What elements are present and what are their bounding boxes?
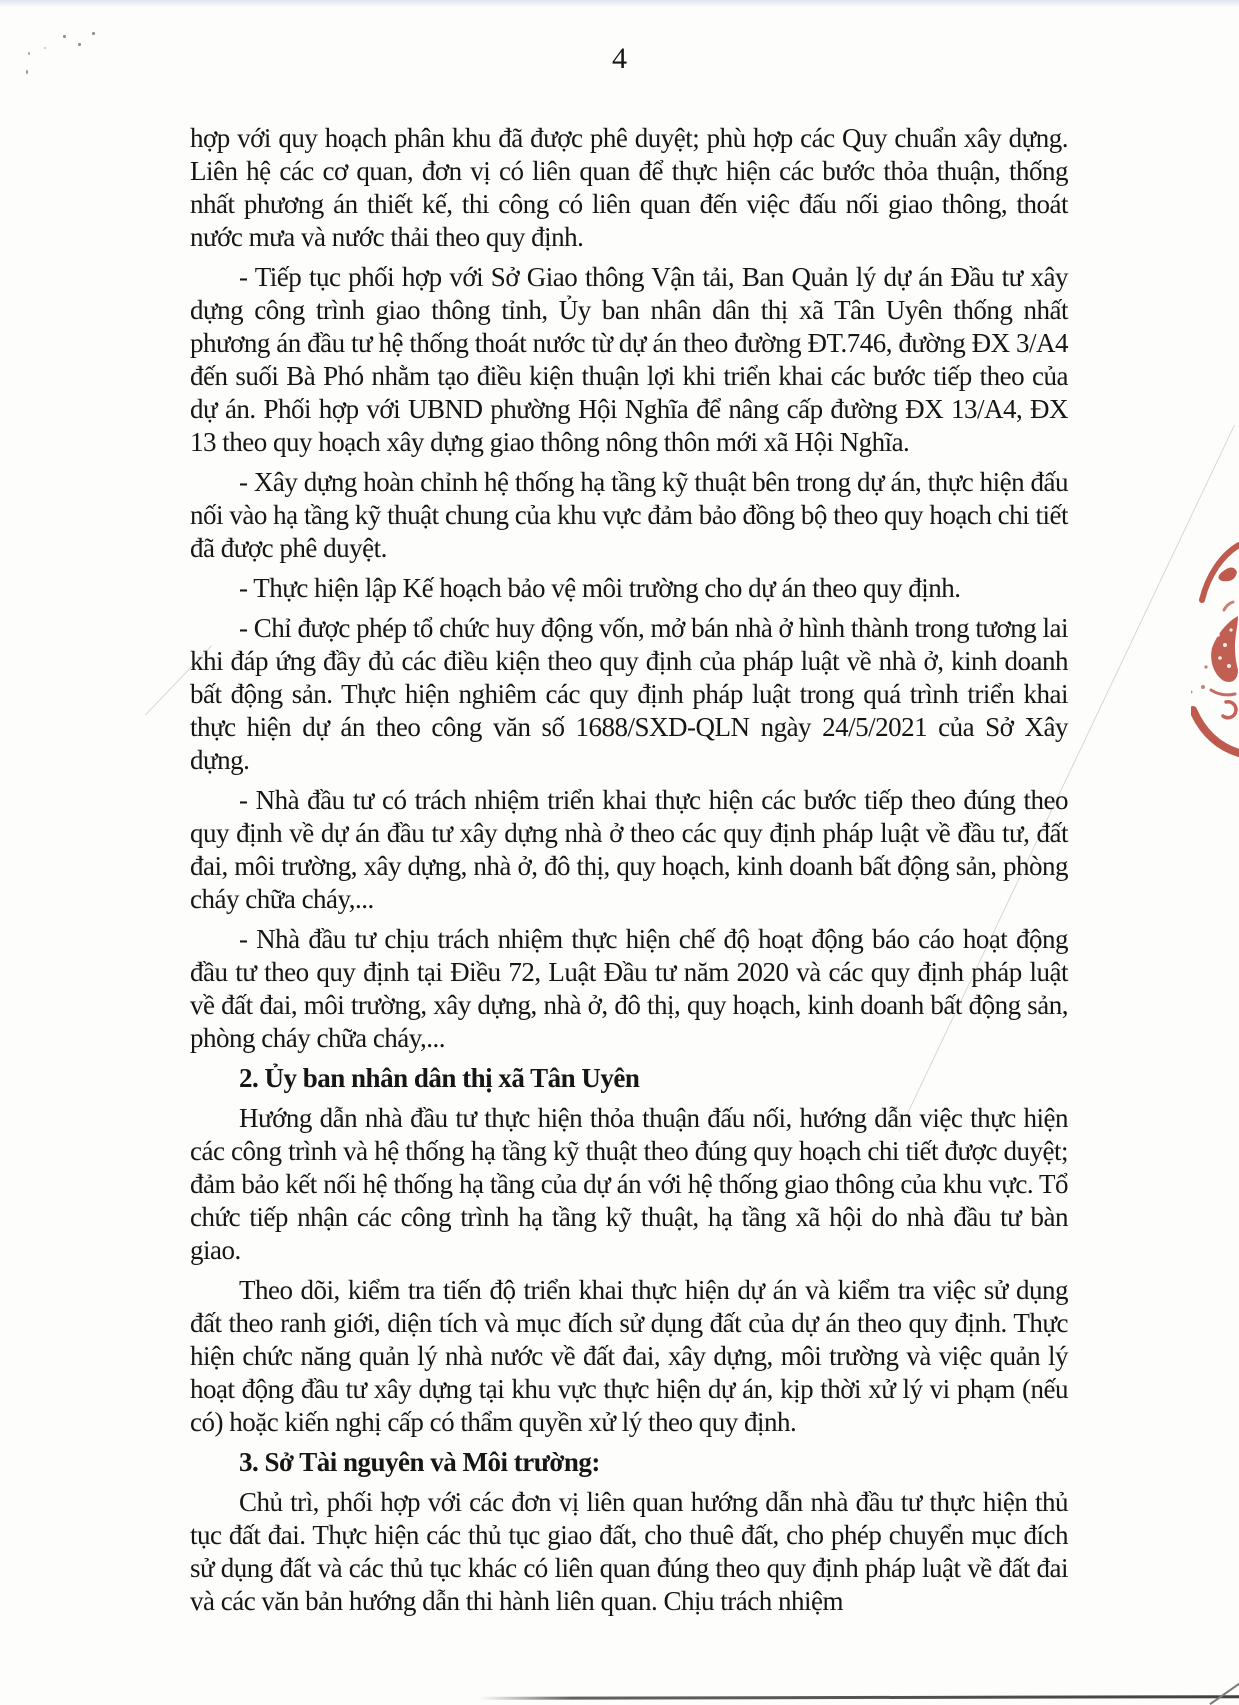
scan-corner-mark: [1209, 1678, 1239, 1705]
body-paragraph: - Thực hiện lập Kế hoạch bảo vệ môi trường cho dự án theo quy định.: [239, 573, 961, 603]
official-red-seal-icon: [1191, 542, 1239, 760]
section-heading-3: 3. Sở Tài nguyên và Môi trường:: [239, 1447, 600, 1477]
scan-speck: [63, 35, 66, 38]
body-paragraph: Chủ trì, phối hợp với các đơn vị liên quan hướng dẫn nhà đầu tư thực hiện thủ tục đất đai. Thực hiện các thủ tục giao đất, cho thuê đất, cho phép chuyển mục đích sử dụng đất và các thủ tục khác có liên quan đúng theo quy định pháp luật về đất đai và các văn bản hướng dẫn thi hành liên quan. Chịu trách nhiệm: [190, 1487, 1068, 1616]
body-paragraph: - Xây dựng hoàn chỉnh hệ thống hạ tầng kỹ thuật bên trong dự án, thực hiện đấu nối vào hạ tầng kỹ thuật chung của khu vực đảm bảo đồng bộ theo quy hoạch chi tiết đã được phê duyệt.: [190, 467, 1068, 563]
section-heading-2: 2. Ủy ban nhân dân thị xã Tân Uyên: [239, 1063, 640, 1093]
body-paragraph: Theo dõi, kiểm tra tiến độ triển khai thực hiện dự án và kiểm tra việc sử dụng đất theo ranh giới, diện tích và mục đích sử dụng đất của dự án theo quy định. Thực hiện chức năng quản lý nhà nước về đất đai, xây dựng, môi trường và việc quản lý hoạt động đầu tư xây dựng tại khu vực thực hiện dự án, kịp thời xử lý vi phạm (nếu có) hoặc kiến nghị cấp có thẩm quyền xử lý theo quy định.: [190, 1275, 1068, 1437]
scan-speck: [92, 32, 95, 35]
body-paragraph: Hướng dẫn nhà đầu tư thực hiện thỏa thuận đấu nối, hướng dẫn việc thực hiện các công trình và hệ thống hạ tầng kỹ thuật theo đúng quy hoạch chi tiết được duyệt; đảm bảo kết nối hệ thống hạ tầng của dự án với hệ thống giao thông của khu vực. Tổ chức tiếp nhận các công trình hạ tầng kỹ thuật, hạ tầng xã hội do nhà đầu tư bàn giao.: [190, 1103, 1068, 1265]
body-paragraph: - Tiếp tục phối hợp với Sở Giao thông Vận tải, Ban Quản lý dự án Đầu tư xây dựng công trình giao thông tỉnh, Ủy ban nhân dân thị xã Tân Uyên thống nhất phương án đầu tư hệ thống thoát nước từ dự án theo đường ĐT.746, đường ĐX 3/A4 đến suối Bà Phó nhằm tạo điều kiện thuận lợi khi triển khai các bước tiếp theo của dự án. Phối hợp với UBND phường Hội Nghĩa để nâng cấp đường ĐX 13/A4, ĐX 13 theo quy hoạch xây dựng giao thông nông thôn mới xã Hội Nghĩa.: [190, 262, 1068, 457]
scan-bottom-edge-line: [480, 1695, 1239, 1700]
scan-noise-band: [0, 0, 1239, 7]
body-paragraph: hợp với quy hoạch phân khu đã được phê duyệt; phù hợp các Quy chuẩn xây dựng. Liên hệ các cơ quan, đơn vị có liên quan để thực hiện các bước thỏa thuận, thống nhất phương án thiết kế, thi công có liên quan đến việc đấu nối giao thông, thoát nước mưa và nước thải theo quy định.: [190, 123, 1068, 252]
body-paragraph: - Nhà đầu tư chịu trách nhiệm thực hiện chế độ hoạt động báo cáo hoạt động đầu tư theo quy định tại Điều 72, Luật Đầu tư năm 2020 và các quy định pháp luật về đất đai, môi trường, xây dựng, nhà ở, đô thị, quy hoạch, kinh doanh bất động sản, phòng cháy chữa cháy,...: [190, 924, 1068, 1053]
page-number: 4: [612, 42, 627, 75]
document-body: [190, 122, 1068, 1625]
body-paragraph: - Chỉ được phép tổ chức huy động vốn, mở bán nhà ở hình thành trong tương lai khi đáp ứng đầy đủ các điều kiện theo quy định của pháp luật về nhà ở, kinh doanh bất động sản. Thực hiện nghiêm các quy định pháp luật trong quá trình triển khai thực hiện dự án theo công văn số 1688/SXD-QLN ngày 24/5/2021 của Sở Xây dựng.: [190, 613, 1068, 775]
body-paragraph: - Nhà đầu tư có trách nhiệm triển khai thực hiện các bước tiếp theo đúng theo quy định về dự án đầu tư xây dựng nhà ở theo các quy định pháp luật về đầu tư, đất đai, môi trường, xây dựng, nhà ở, đô thị, quy hoạch, kinh doanh bất động sản, phòng cháy chữa cháy,...: [190, 785, 1068, 914]
